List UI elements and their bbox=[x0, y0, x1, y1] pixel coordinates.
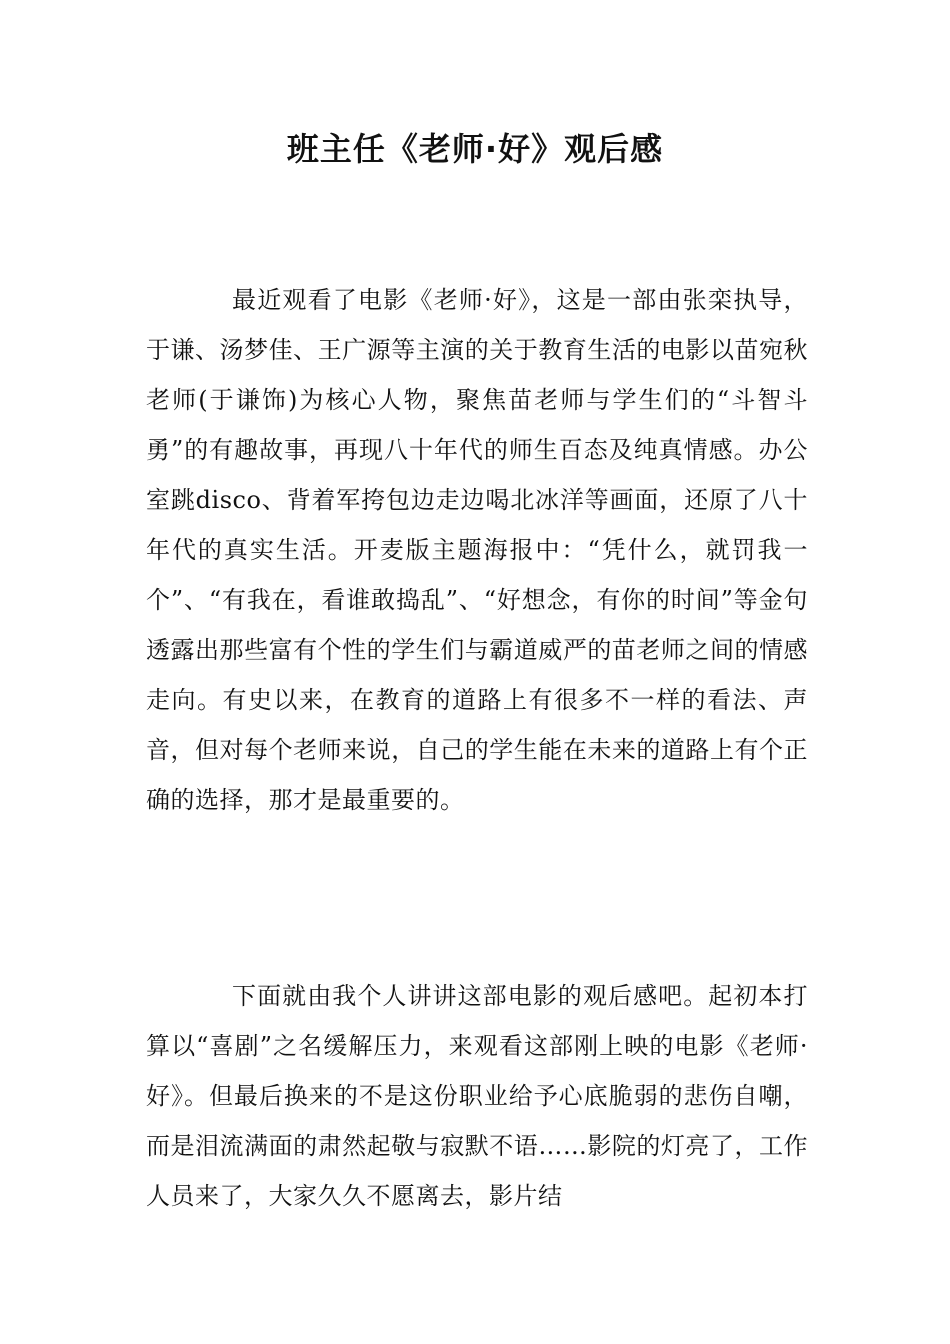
paragraph-2: 下面就由我个人讲讲这部电影的观后感吧。起初本打算以“喜剧”之名缓解压力，来观看这部刚上映的电影《老师·好》。但最后换来的不是这份职业给予心底脆弱的悲伤自嘲，而是泪流满面的肃然起敬与寂默不语……影院的灯亮了，工作人员来了，大家久久不愿离去，影片结 bbox=[146, 982, 808, 1210]
paragraph-1: 最近观看了电影《老师·好》，这是一部由张栾执导，于谦、汤梦佳、王广源等主演的关于教育生活的电影以苗宛秋老师(于谦饰)为核心人物，聚焦苗老师与学生们的“斗智斗勇”的有趣故事，再现八十年代的师生百态及纯真情感。办公室跳disco、背着军挎包边走边喝北冰洋等画面，还原了八十年代的真实生活。开麦版主题海报中：“凭什么，就罚我一个”、“有我在，看谁敢捣乱”、“好想念，有你的时间”等金句透露出那些富有个性的学生们与霸道威严的苗老师之间的情感走向。有史以来，在教育的道路上有很多不一样的看法、声音，但对每个老师来说，自己的学生能在未来的道路上有个正确的选择，那才是最重要的。 bbox=[146, 286, 808, 814]
document-title: 班主任《老师·好》观后感 bbox=[286, 130, 664, 168]
